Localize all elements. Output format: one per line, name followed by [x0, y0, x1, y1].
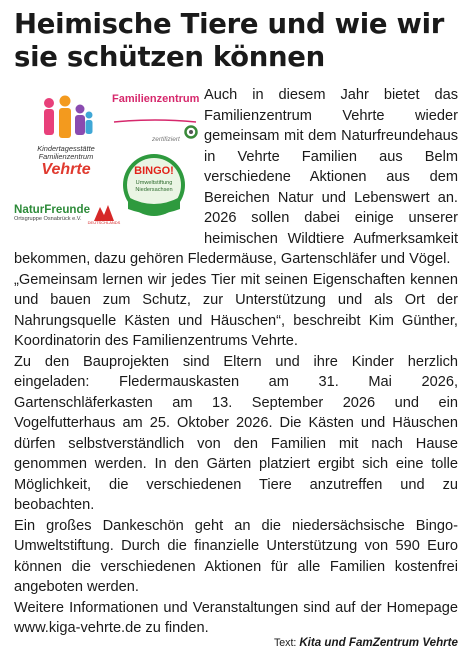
- bingo-umweltstiftung-logo: [122, 153, 186, 217]
- bingo-title: BINGO!: [134, 165, 174, 177]
- familienzentrum-title: Familienzentrum: [112, 93, 200, 105]
- paragraph-projects: Zu den Bauprojekten sind Eltern und ihre Kinder herzlich eingeladen: Fledermauskasten am 31. Mai 2026, Gartenschläferkasten am 13. September 2026 und ein Vogelfutterhaus am 25. Oktober 2026. Die Kästen und Häuschen dürfen selbstverständlich von den Familien mit nach Hause genommen werden. In den Gärten platziert ergibt sich eine tolle Möglichkeit, die verschiedenen Tiere anzutreffen und zu beobachten.: [14, 353, 458, 513]
- naturfreunde-sub: Ortsgruppe Osnabrück e.V.: [14, 216, 82, 222]
- kita-line1: Kindertagesstätte: [37, 144, 95, 153]
- logo-cluster: [14, 87, 198, 241]
- underline-swoosh-icon: [112, 118, 198, 124]
- kita-line3: Vehrte: [41, 161, 91, 178]
- certificate-ring-icon: [184, 125, 198, 139]
- paragraph-intro: Auch in diesem Jahr bietet das Familienzentrum Vehrte wieder gemeinsam mit dem Naturfreundehaus in Vehrte Familien aus Belm verschiedene Aktionen aus dem Bereichen Natur und Lebenswert an. 2026 sollen dabei einige unserer heimischen Wildtiere Aufmerksamkeit bekommen, dazu gehören Fledermäuse, Gartenschläfer und Vögel.: [14, 87, 458, 267]
- credit-author: Kita und FamZentrum Vehrte: [299, 636, 458, 649]
- paragraph-quote: „Gemeinsam lernen wir jedes Tier mit seinen Eigenschaften kennen und bauen zum Schutz, zur Unterstützung und als Ort der Nahrungsquelle Kästen und Häuschen“, beschreibt Kim Günther, Koordinatorin des Familienzentrums Vehrte.: [14, 271, 458, 349]
- naturfreunde-title: NaturFreunde: [14, 203, 91, 216]
- naturfreunde-badge: DEUTSCHLANDS: [87, 220, 121, 225]
- familienzentrum-logo: [112, 89, 200, 143]
- article-body: [14, 85, 458, 639]
- naturfreunde-logo: [14, 203, 121, 237]
- kita-line2: Familienzentrum: [38, 152, 94, 161]
- article-page: [14, 8, 458, 639]
- kita-logo: [28, 93, 104, 197]
- paragraph-info: Weitere Informationen und Veranstaltungen sind auf der Homepage www.kiga-vehrte.de zu finden.: [14, 599, 458, 636]
- bingo-line1: Umweltstiftung: [135, 180, 173, 186]
- credit-label: Text:: [273, 637, 297, 649]
- paragraph-thanks: Ein großes Dankeschön geht an die niedersächsische Bingo-Umweltstiftung. Durch die finanzielle Unterstützung von 590 Euro können die verschiedenen Aktionen für alle Familien kostenfrei angeboten werden.: [14, 517, 458, 595]
- headline: Heimische Tiere und wie wir sie schützen können: [14, 8, 445, 73]
- family-figures-icon: [38, 93, 94, 145]
- bingo-line2: Niedersachsen: [135, 187, 173, 193]
- familienzentrum-sub: zertifiziert: [152, 136, 180, 143]
- author-credit: [274, 636, 458, 649]
- naturfreunde-badge-icon: [87, 203, 121, 225]
